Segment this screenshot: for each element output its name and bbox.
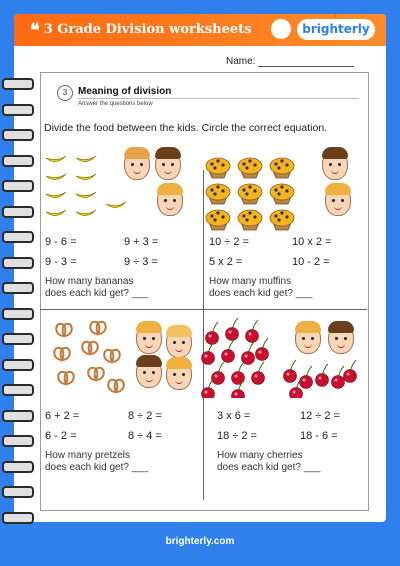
section-subtitle: Answer the questions below — [78, 101, 153, 107]
pretzel-icon — [88, 368, 104, 380]
cherry-icon — [226, 318, 239, 341]
banana-icon — [76, 192, 96, 198]
muffin-icon — [206, 158, 230, 178]
spiral-ring-icon — [2, 486, 34, 498]
muffins-illustration — [196, 152, 306, 232]
kid-face-icon — [136, 322, 162, 354]
equation-option[interactable]: 9 - 6 = — [45, 236, 77, 248]
question-text: How many cherries does each kid get? ___ — [217, 450, 321, 473]
cherries-illustration — [276, 350, 358, 398]
spiral-ring-icon — [2, 257, 34, 269]
spiral-ring-icon — [2, 333, 34, 345]
answer-blank[interactable]: ___ — [303, 462, 321, 473]
pretzel-icon — [82, 342, 98, 354]
cherry-icon — [300, 366, 313, 389]
kid-face-icon — [325, 184, 351, 216]
muffin-icon — [270, 158, 294, 178]
spiral-ring-icon — [2, 180, 34, 192]
cherries-illustration — [196, 316, 276, 398]
banana-icon — [46, 210, 66, 216]
kid-face-icon — [322, 148, 348, 180]
banana-icon — [76, 174, 96, 180]
cherry-icon — [284, 360, 297, 383]
cherry-icon — [332, 366, 345, 389]
name-field-line[interactable] — [258, 66, 354, 67]
kid-face-icon — [328, 322, 354, 354]
cherry-icon — [316, 364, 329, 387]
kid-face-icon — [166, 358, 192, 390]
banana-icon — [46, 174, 66, 180]
banana-icon — [106, 202, 126, 208]
cherry-icon — [344, 360, 357, 383]
horizontal-divider — [40, 309, 367, 310]
answer-blank[interactable]: ___ — [131, 288, 149, 299]
cherry-icon — [252, 362, 265, 385]
equation-option[interactable]: 3 x 6 = — [217, 410, 251, 422]
footer-url: brighterly.com — [165, 536, 235, 547]
muffin-icon — [238, 210, 262, 230]
cherry-icon — [212, 362, 225, 385]
kid-face-icon — [136, 356, 162, 388]
section-number: 3 — [57, 85, 73, 101]
pretzel-icon — [54, 348, 70, 360]
section-divider — [78, 98, 358, 99]
question-text: How many pretzels does each kid get? ___ — [45, 450, 149, 473]
banana-icon — [46, 192, 66, 198]
equation-option[interactable]: 10 ÷ 2 = — [209, 236, 249, 248]
spiral-ring-icon — [2, 104, 34, 116]
muffin-icon — [238, 184, 262, 204]
instruction-text: Divide the food between the kids. Circle the correct equation. — [44, 122, 328, 134]
spiral-ring-icon — [2, 512, 34, 524]
spiral-ring-icon — [2, 410, 34, 422]
equation-option[interactable]: 6 + 2 = — [45, 410, 80, 422]
equation-option[interactable]: 18 - 6 = — [300, 430, 338, 442]
banana-icon — [46, 156, 66, 162]
spiral-ring-icon — [2, 206, 34, 218]
equation-option[interactable]: 6 - 2 = — [45, 430, 77, 442]
quote-mark-icon: ❝ — [30, 20, 40, 41]
spiral-ring-icon — [2, 78, 34, 90]
equation-option[interactable]: 18 ÷ 2 = — [217, 430, 257, 442]
spiral-ring-icon — [2, 384, 34, 396]
cherry-icon — [206, 322, 219, 345]
kid-face-icon — [295, 322, 321, 354]
bananas-illustration — [42, 146, 132, 221]
spiral-ring-icon — [2, 231, 34, 243]
answer-blank[interactable]: ___ — [295, 288, 313, 299]
equation-option[interactable]: 9 - 3 = — [45, 256, 77, 268]
cherry-icon — [222, 340, 235, 363]
spiral-ring-icon — [2, 155, 34, 167]
equation-option[interactable]: 8 ÷ 4 = — [128, 430, 162, 442]
muffin-icon — [206, 184, 230, 204]
worksheet-title: ❝ 3 Grade Division worksheets — [30, 20, 252, 41]
pretzel-icon — [104, 350, 120, 362]
cherry-icon — [256, 338, 269, 361]
kid-face-icon — [157, 184, 183, 216]
pretzel-icon — [108, 380, 124, 392]
kid-face-icon — [155, 148, 181, 180]
banana-icon — [76, 210, 96, 216]
muffin-icon — [270, 184, 294, 204]
banana-icon — [76, 156, 96, 162]
logo-star-icon: ✦ — [332, 14, 339, 21]
spiral-ring-icon — [2, 308, 34, 320]
muffin-icon — [206, 210, 230, 230]
equation-option[interactable]: 9 ÷ 3 = — [124, 256, 158, 268]
equation-option[interactable]: 5 x 2 = — [209, 256, 243, 268]
spiral-ring-icon — [2, 359, 34, 371]
section-title: Meaning of division — [78, 86, 172, 97]
spiral-ring-icon — [2, 129, 34, 141]
pretzel-icon — [56, 324, 72, 336]
pretzels-illustration — [50, 316, 130, 396]
brighterly-logo: ✦ brighterly — [297, 19, 375, 40]
equation-option[interactable]: 12 ÷ 2 = — [300, 410, 340, 422]
answer-blank[interactable]: ___ — [131, 462, 149, 473]
question-text: How many muffins does each kid get? ___ — [209, 276, 313, 299]
kid-face-icon — [166, 326, 192, 358]
pretzel-icon — [58, 372, 74, 384]
muffin-icon — [270, 210, 294, 230]
equation-option[interactable]: 9 + 3 = — [124, 236, 159, 248]
header-banner — [14, 14, 386, 46]
spiral-ring-icon — [2, 435, 34, 447]
cherry-icon — [202, 342, 215, 365]
equation-option[interactable]: 10 - 2 = — [292, 256, 330, 268]
equation-option[interactable]: 10 x 2 = — [292, 236, 332, 248]
cherry-icon — [242, 342, 255, 365]
spiral-ring-icon — [2, 282, 34, 294]
equation-option[interactable]: 8 ÷ 2 = — [128, 410, 162, 422]
muffin-icon — [238, 158, 262, 178]
name-label: Name: — [226, 56, 256, 67]
cherry-icon — [246, 320, 259, 343]
decorative-circle-icon — [271, 19, 291, 39]
pretzel-icon — [90, 322, 106, 334]
spiral-ring-icon — [2, 461, 34, 473]
worksheet — [14, 14, 386, 522]
kid-face-icon — [124, 148, 150, 180]
question-text: How many bananas does each kid get? ___ — [45, 276, 149, 299]
